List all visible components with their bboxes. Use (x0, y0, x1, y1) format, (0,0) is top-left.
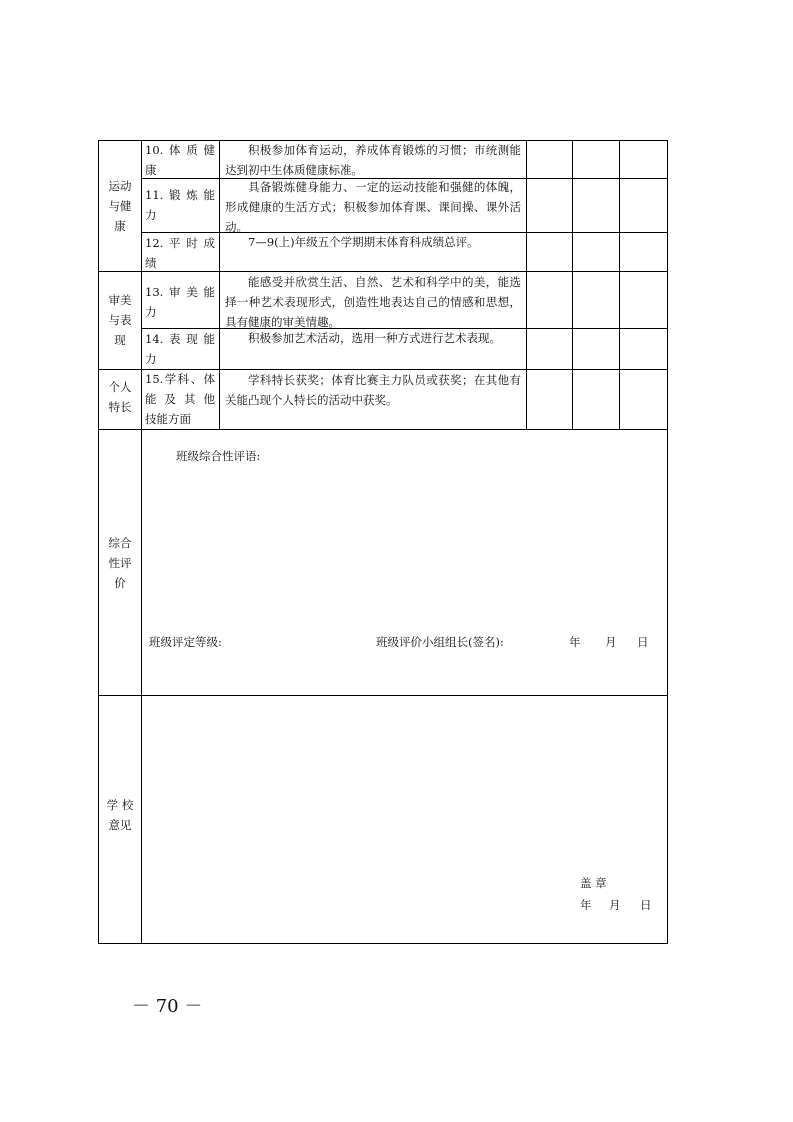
item-description: 能感受并欣赏生活、自然、艺术和科学中的美，能选择一种艺术表现形式，创造性地表达自己的情感和思想，具有健康的审美情趣。 (225, 275, 521, 329)
page-number: － 70 － (132, 996, 203, 1017)
category-overall: 综合 性评 价 (108, 536, 132, 590)
school-day: 日 (640, 898, 652, 912)
school-year: 年 (580, 898, 592, 912)
score-column-divider-2 (619, 140, 620, 429)
item-label: 15.学科、体 能及其他 技能方面 (145, 372, 215, 426)
group-leader-signature-label: 班级评价小组组长(签名): (376, 635, 504, 649)
class-grade-label: 班级评定等级: (149, 635, 222, 649)
school-month: 月 (609, 898, 621, 912)
item-description: 积极参加体育运动，养成体育锻炼的习惯；市统测能达到初中生体质健康标准。 (225, 143, 521, 177)
item-label: 10.体质健 康 (145, 143, 215, 177)
item-description: 积极参加艺术活动，选用一种方式进行艺术表现。 (248, 331, 501, 345)
overall-year: 年 (569, 635, 581, 649)
item-description: 7—9(上)年级五个学期期末体育科成绩总评。 (248, 235, 479, 249)
item-description: 学科特长获奖；体育比赛主力队员或获奖；在其他有关能凸现个人特长的活动中获奖。 (225, 373, 521, 407)
category-aesthetic: 审美 与表 现 (108, 293, 132, 347)
category-column-divider (141, 140, 142, 943)
item-column-divider (219, 140, 220, 429)
item-label: 14.表现能 力 (145, 332, 215, 366)
overall-month: 月 (605, 635, 617, 649)
category-talent: 个人 特长 (108, 380, 132, 414)
item-label: 11.锻炼能 力 (145, 188, 215, 222)
category-school: 学 校 意见 (106, 798, 134, 832)
item-label: 12.平时成 绩 (145, 236, 215, 270)
score-column-divider-1 (572, 140, 573, 429)
item-description: 具备锻炼健身能力、一定的运动技能和强健的体魄，形成健康的生活方式；积极参加体育课、课间操、课外活动。 (225, 180, 521, 234)
desc-column-divider (526, 140, 527, 429)
class-comment-label: 班级综合性评语: (176, 449, 261, 463)
group-divider (98, 429, 667, 430)
item-label: 13.审美能 力 (145, 285, 215, 319)
category-sport: 运动 与健 康 (108, 179, 132, 233)
overall-day: 日 (637, 635, 649, 649)
seal-label: 盖 章 (580, 876, 607, 890)
group-divider (98, 695, 667, 696)
